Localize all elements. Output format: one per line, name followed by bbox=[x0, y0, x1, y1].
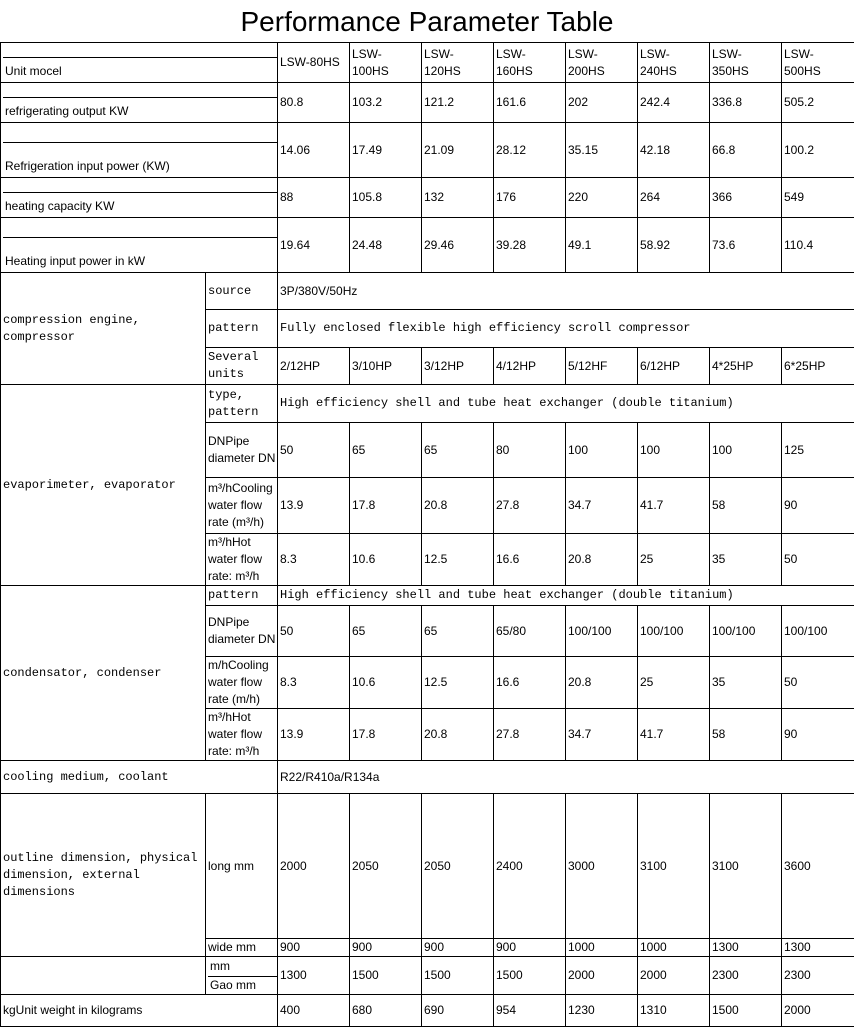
value-cell: 105.8 bbox=[350, 178, 422, 218]
value-cell: 100 bbox=[566, 423, 638, 478]
value-cell: 16.6 bbox=[494, 657, 566, 709]
value-cell: 58 bbox=[710, 709, 782, 761]
value-cell: 2300 bbox=[710, 957, 782, 995]
value-cell: 65 bbox=[422, 423, 494, 478]
sub-label: m³/hHot water flow rate: m³/h bbox=[206, 709, 278, 761]
value-cell: 1300 bbox=[782, 939, 854, 957]
value-cell: 35 bbox=[710, 534, 782, 586]
value-cell: 27.8 bbox=[494, 709, 566, 761]
value-cell: 80.8 bbox=[278, 83, 350, 123]
value-cell: 2000 bbox=[278, 794, 350, 939]
value-cell: 132 bbox=[422, 178, 494, 218]
value-cell: 1500 bbox=[494, 957, 566, 995]
value-cell: 900 bbox=[422, 939, 494, 957]
model-header: LSW- 200HS bbox=[566, 43, 638, 83]
table-row bbox=[1, 218, 854, 273]
value-cell: 1300 bbox=[278, 957, 350, 995]
label-stripe bbox=[3, 44, 277, 58]
value-cell: 1000 bbox=[638, 939, 710, 957]
value-cell: 1500 bbox=[350, 957, 422, 995]
value-cell: 2300 bbox=[782, 957, 854, 995]
table-row bbox=[1, 957, 854, 995]
value-cell: 161.6 bbox=[494, 83, 566, 123]
value-cell: 8.3 bbox=[278, 534, 350, 586]
value-cell: 24.48 bbox=[350, 218, 422, 273]
model-header: LSW- 350HS bbox=[710, 43, 782, 83]
value-cell: 41.7 bbox=[638, 478, 710, 534]
label-stripe bbox=[3, 219, 277, 238]
value-cell: 1300 bbox=[710, 939, 782, 957]
value-cell: 66.8 bbox=[710, 123, 782, 178]
value-cell: 900 bbox=[494, 939, 566, 957]
value-cell: 50 bbox=[782, 534, 854, 586]
model-header: LSW- 120HS bbox=[422, 43, 494, 83]
value-cell: 549 bbox=[782, 178, 854, 218]
value-cell: 103.2 bbox=[350, 83, 422, 123]
value-cell: 900 bbox=[350, 939, 422, 957]
value-cell: 13.9 bbox=[278, 709, 350, 761]
value-cell: 65/80 bbox=[494, 606, 566, 657]
value-cell: 21.09 bbox=[422, 123, 494, 178]
value-cell: 41.7 bbox=[638, 709, 710, 761]
sub-label bbox=[206, 957, 278, 995]
value-cell: 400 bbox=[278, 995, 350, 1027]
value-cell: 65 bbox=[350, 423, 422, 478]
group-label-compressor: compression engine, compressor bbox=[1, 273, 206, 385]
table-row bbox=[1, 178, 854, 218]
sub-label: pattern bbox=[206, 310, 278, 348]
value-cell: 20.8 bbox=[422, 478, 494, 534]
value-cell: 242.4 bbox=[638, 83, 710, 123]
table-row bbox=[1, 995, 854, 1027]
value-cell: 14.06 bbox=[278, 123, 350, 178]
value-cell: 42.18 bbox=[638, 123, 710, 178]
group-label-condenser: condensator, condenser bbox=[1, 586, 206, 761]
value-cell: 88 bbox=[278, 178, 350, 218]
table-row bbox=[1, 123, 854, 178]
value-cell: 100/100 bbox=[710, 606, 782, 657]
value-cell: 336.8 bbox=[710, 83, 782, 123]
value-cell: 100/100 bbox=[638, 606, 710, 657]
value-cell: 5/12HF bbox=[566, 348, 638, 385]
value-cell: 29.46 bbox=[422, 218, 494, 273]
value-cell: 110.4 bbox=[782, 218, 854, 273]
table-row bbox=[1, 43, 854, 83]
model-header: LSW-80HS bbox=[278, 43, 350, 83]
blank-cell bbox=[1, 957, 206, 995]
value-cell: 20.8 bbox=[422, 709, 494, 761]
model-header: LSW- 160HS bbox=[494, 43, 566, 83]
sub-label: m/hCooling water flow rate (m/h) bbox=[206, 657, 278, 709]
value-cell: 20.8 bbox=[566, 534, 638, 586]
value-cell: 366 bbox=[710, 178, 782, 218]
value-cell: 27.8 bbox=[494, 478, 566, 534]
value-cell: 202 bbox=[566, 83, 638, 123]
value-cell: 3/12HP bbox=[422, 348, 494, 385]
sub-label: m³/hCooling water flow rate (m³/h) bbox=[206, 478, 278, 534]
value-cell: 3100 bbox=[638, 794, 710, 939]
sub-label: long mm bbox=[206, 794, 278, 939]
sub-label: type, pattern bbox=[206, 385, 278, 423]
value-cell: 90 bbox=[782, 478, 854, 534]
value-cell: 58.92 bbox=[638, 218, 710, 273]
group-label-dimensions: outline dimension, physical dimension, external dimensions bbox=[1, 794, 206, 957]
value-cell: 3/10HP bbox=[350, 348, 422, 385]
sub-label: DNPipe diameter DN bbox=[206, 606, 278, 657]
value-cell: 2050 bbox=[422, 794, 494, 939]
sub-label: source bbox=[206, 273, 278, 310]
group-label-evaporator: evaporimeter, evaporator bbox=[1, 385, 206, 586]
value-cell: 505.2 bbox=[782, 83, 854, 123]
value-cell: 1500 bbox=[422, 957, 494, 995]
label-stripe bbox=[3, 124, 277, 143]
value-cell: 65 bbox=[350, 606, 422, 657]
value-cell: 58 bbox=[710, 478, 782, 534]
value-cell: High efficiency shell and tube heat exchanger (double titanium) bbox=[278, 586, 854, 606]
value-cell: 12.5 bbox=[422, 657, 494, 709]
value-cell: 50 bbox=[278, 423, 350, 478]
value-cell: 121.2 bbox=[422, 83, 494, 123]
value-cell: 80 bbox=[494, 423, 566, 478]
value-cell: 35.15 bbox=[566, 123, 638, 178]
value-cell: 28.12 bbox=[494, 123, 566, 178]
table-row bbox=[1, 794, 854, 939]
value-cell: 2000 bbox=[782, 995, 854, 1027]
value-cell: 100/100 bbox=[566, 606, 638, 657]
value-cell: 680 bbox=[350, 995, 422, 1027]
value-cell: 1000 bbox=[566, 939, 638, 957]
value-cell: 34.7 bbox=[566, 478, 638, 534]
value-cell: 2000 bbox=[566, 957, 638, 995]
model-header: LSW- 500HS bbox=[782, 43, 854, 83]
value-cell: 220 bbox=[566, 178, 638, 218]
value-cell: High efficiency shell and tube heat exchanger (double titanium) bbox=[278, 385, 854, 423]
value-cell: 100 bbox=[638, 423, 710, 478]
value-cell: 3000 bbox=[566, 794, 638, 939]
value-cell: 6*25HP bbox=[782, 348, 854, 385]
sub-label: Several units bbox=[206, 348, 278, 385]
value-cell: 3100 bbox=[710, 794, 782, 939]
table-row bbox=[1, 761, 854, 794]
value-cell: 12.5 bbox=[422, 534, 494, 586]
value-cell: 900 bbox=[278, 939, 350, 957]
value-cell: 25 bbox=[638, 657, 710, 709]
performance-table bbox=[0, 42, 854, 1027]
value-cell: 39.28 bbox=[494, 218, 566, 273]
value-cell: 3P/380V/50Hz bbox=[278, 273, 854, 310]
value-cell: 6/12HP bbox=[638, 348, 710, 385]
value-cell: 17.8 bbox=[350, 478, 422, 534]
value-cell: 13.9 bbox=[278, 478, 350, 534]
value-cell: 17.8 bbox=[350, 709, 422, 761]
value-cell: 954 bbox=[494, 995, 566, 1027]
value-cell: 2050 bbox=[350, 794, 422, 939]
row-label bbox=[1, 218, 278, 273]
row-label bbox=[1, 123, 278, 178]
label-stripe bbox=[3, 179, 277, 193]
row-label-text: Refrigeration input power (KW) bbox=[5, 158, 170, 173]
value-cell: 1230 bbox=[566, 995, 638, 1027]
value-cell: 2000 bbox=[638, 957, 710, 995]
table-row bbox=[1, 273, 854, 310]
value-cell: 50 bbox=[278, 606, 350, 657]
value-cell: 49.1 bbox=[566, 218, 638, 273]
table-row bbox=[1, 83, 854, 123]
page-title: Performance Parameter Table bbox=[240, 6, 614, 37]
value-cell: 16.6 bbox=[494, 534, 566, 586]
row-label bbox=[1, 83, 278, 123]
value-cell: 100.2 bbox=[782, 123, 854, 178]
value-cell: 65 bbox=[422, 606, 494, 657]
model-header: LSW- 100HS bbox=[350, 43, 422, 83]
row-label bbox=[1, 43, 278, 83]
sub-label: wide mm bbox=[206, 939, 278, 957]
sub-label-gao: Gao mm bbox=[210, 977, 257, 992]
value-cell: 3600 bbox=[782, 794, 854, 939]
value-cell: 35 bbox=[710, 657, 782, 709]
label-stripe bbox=[3, 84, 277, 98]
row-label: cooling medium, coolant bbox=[1, 761, 278, 794]
row-label-text: refrigerating output KW bbox=[5, 103, 129, 118]
value-cell: R22/R410a/R134a bbox=[278, 761, 854, 794]
value-cell: Fully enclosed flexible high efficiency scroll compressor bbox=[278, 310, 854, 348]
model-header: LSW- 240HS bbox=[638, 43, 710, 83]
table-row bbox=[1, 586, 854, 606]
value-cell: 264 bbox=[638, 178, 710, 218]
sub-label: DNPipe diameter DN bbox=[206, 423, 278, 478]
row-label: kgUnit weight in kilograms bbox=[1, 995, 278, 1027]
sub-label-mm: mm bbox=[208, 958, 277, 977]
value-cell: 19.64 bbox=[278, 218, 350, 273]
value-cell: 125 bbox=[782, 423, 854, 478]
table-row bbox=[1, 385, 854, 423]
value-cell: 690 bbox=[422, 995, 494, 1027]
sub-label: m³/hHot water flow rate: m³/h bbox=[206, 534, 278, 586]
value-cell: 1310 bbox=[638, 995, 710, 1027]
value-cell: 90 bbox=[782, 709, 854, 761]
row-label bbox=[1, 178, 278, 218]
row-label-text: Unit mocel bbox=[5, 63, 62, 78]
row-label-text: heating capacity KW bbox=[5, 198, 115, 213]
row-label-text: Heating input power in kW bbox=[5, 253, 146, 268]
value-cell: 20.8 bbox=[566, 657, 638, 709]
value-cell: 2/12HP bbox=[278, 348, 350, 385]
value-cell: 8.3 bbox=[278, 657, 350, 709]
value-cell: 34.7 bbox=[566, 709, 638, 761]
value-cell: 4/12HP bbox=[494, 348, 566, 385]
value-cell: 25 bbox=[638, 534, 710, 586]
value-cell: 4*25HP bbox=[710, 348, 782, 385]
sub-label: pattern bbox=[206, 586, 278, 606]
value-cell: 100 bbox=[710, 423, 782, 478]
value-cell: 10.6 bbox=[350, 534, 422, 586]
value-cell: 17.49 bbox=[350, 123, 422, 178]
value-cell: 10.6 bbox=[350, 657, 422, 709]
value-cell: 50 bbox=[782, 657, 854, 709]
value-cell: 1500 bbox=[710, 995, 782, 1027]
value-cell: 100/100 bbox=[782, 606, 854, 657]
value-cell: 176 bbox=[494, 178, 566, 218]
value-cell: 2400 bbox=[494, 794, 566, 939]
value-cell: 73.6 bbox=[710, 218, 782, 273]
